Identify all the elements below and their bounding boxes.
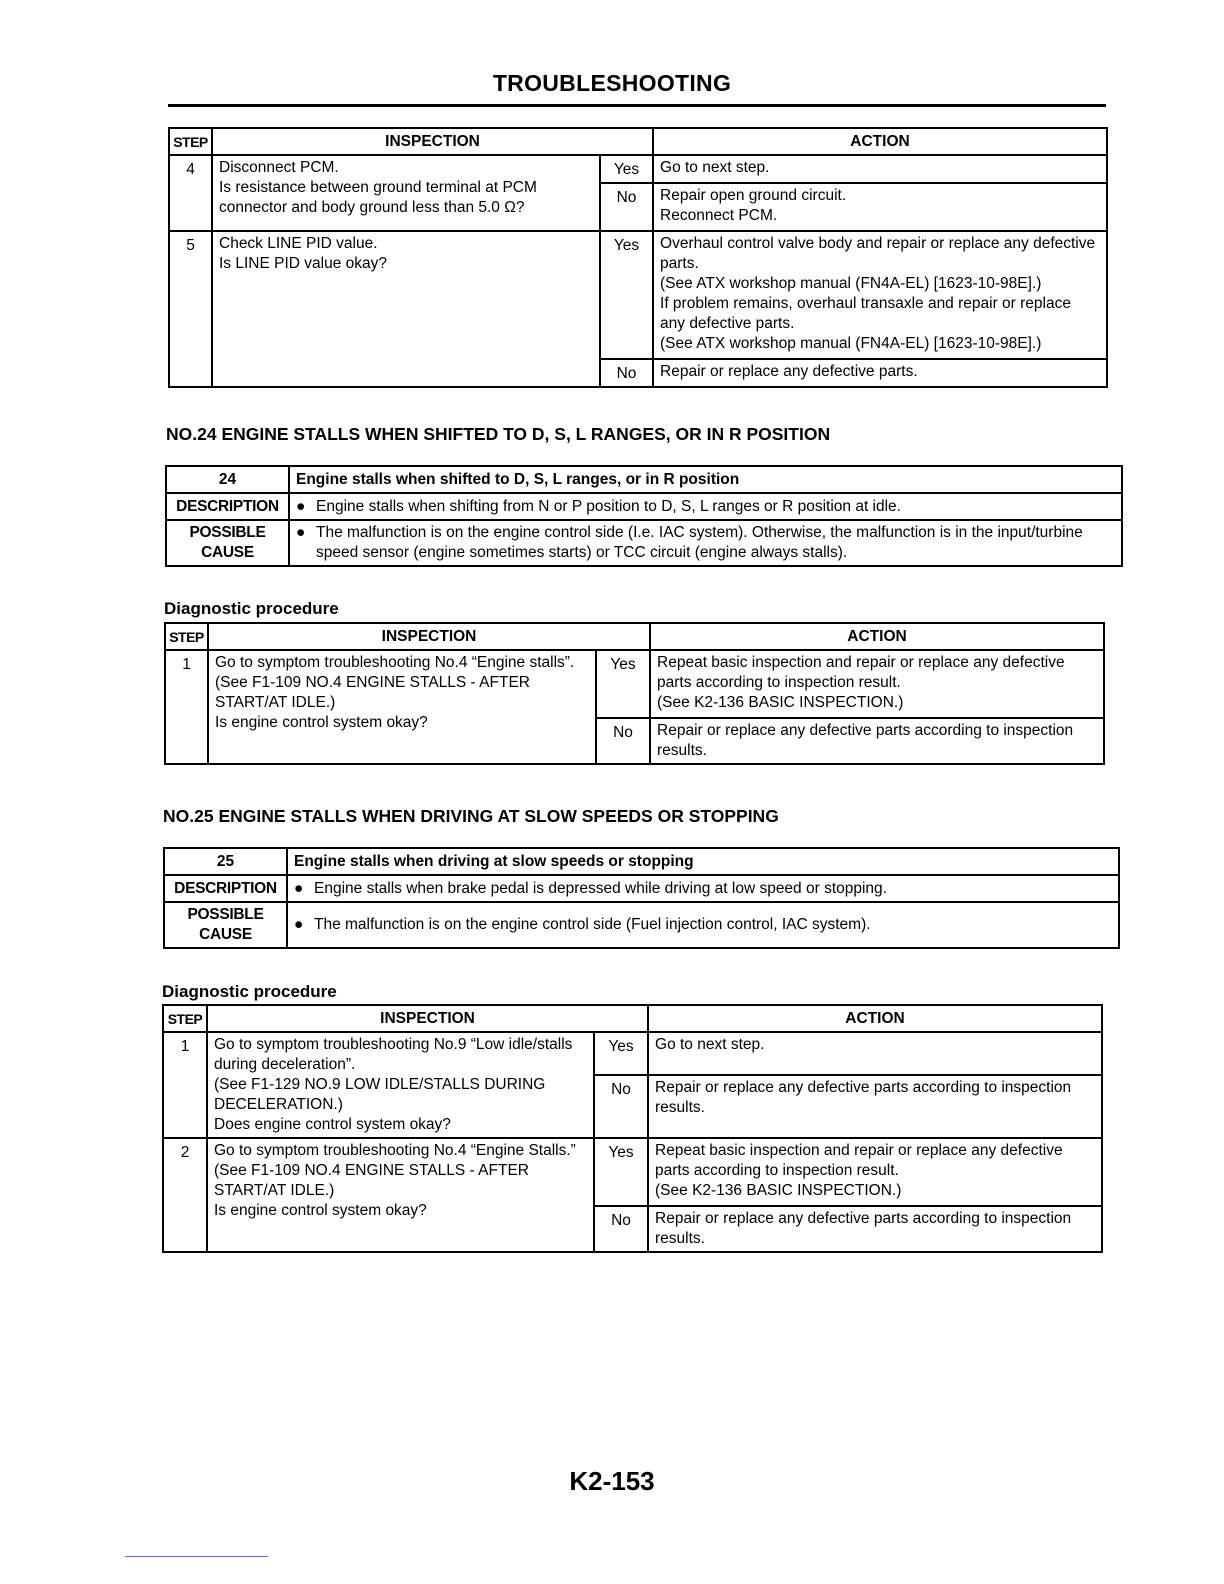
action-column-header: ACTION — [650, 623, 1104, 650]
page-title: TROUBLESHOOTING — [492, 70, 732, 96]
action-column-header: ACTION — [648, 1005, 1102, 1032]
step-number: 1 — [163, 1032, 207, 1138]
inspection-line: Is engine control system okay? — [215, 714, 428, 731]
step-number: 1 — [165, 650, 208, 764]
no-action-cell — [650, 718, 1104, 764]
symptom-name: Engine stalls when shifted to D, S, L ranges, or in R position — [289, 466, 1122, 493]
symptom-number: 24 — [166, 466, 289, 493]
step-number: 4 — [169, 155, 212, 231]
yes-action-cell — [648, 1138, 1102, 1206]
inspection-line: Check LINE PID value. — [219, 235, 378, 252]
description-text: Engine stalls when brake pedal is depressed while driving at low speed or stopping. — [314, 879, 887, 897]
description-cell — [289, 493, 1122, 520]
inspection-line: Is resistance between ground terminal at PCM connector and body ground less than 5.0 Ω? — [219, 179, 537, 216]
inspection-line: (See F1-129 NO.9 LOW IDLE/STALLS DURING DECELERATION.) — [214, 1076, 546, 1113]
possible-cause-label — [164, 902, 287, 948]
inspection-line: (See F1-109 NO.4 ENGINE STALLS - AFTER START/AT IDLE.) — [214, 1162, 529, 1199]
cause-cell — [289, 520, 1122, 566]
bullet-icon: ● — [294, 916, 304, 933]
diagnostic-table-24 — [164, 622, 1105, 765]
action-line: (See K2-136 BASIC INSPECTION.) — [655, 1182, 902, 1199]
yes-label: Yes — [594, 1138, 648, 1206]
inspection-cell — [212, 155, 600, 231]
no-label: No — [596, 718, 650, 764]
action-line: If problem remains, overhaul transaxle and repair or replace any defective parts. — [660, 295, 1071, 332]
table-row — [169, 231, 1107, 359]
diagnostic-table-continued — [168, 127, 1108, 388]
section-24-title: NO.24 ENGINE STALLS WHEN SHIFTED TO D, S, L RANGES, OR IN R POSITION — [166, 424, 831, 444]
possible-cause-label — [166, 520, 289, 566]
diagnostic-procedure-title: Diagnostic procedure — [164, 599, 339, 618]
action-line: Repair or replace any defective parts according to inspection results. — [655, 1079, 1072, 1116]
cause-row — [166, 520, 1122, 566]
no-label: No — [594, 1206, 648, 1252]
step-column-header: STEP — [169, 128, 212, 155]
table-row — [163, 1138, 1102, 1206]
description-label: DESCRIPTION — [164, 875, 287, 902]
symptom-24-table — [165, 465, 1123, 567]
inspection-line: Is engine control system okay? — [214, 1202, 427, 1219]
symptom-number: 25 — [164, 848, 287, 875]
action-line: Repair or replace any defective parts according to inspection results. — [655, 1210, 1072, 1247]
inspection-cell — [207, 1138, 594, 1252]
step-column-header: STEP — [165, 623, 208, 650]
action-line: Repeat basic inspection and repair or replace any defective parts according to inspection result. — [655, 1142, 1063, 1179]
no-label: No — [600, 183, 653, 231]
symptom-header-row — [166, 466, 1122, 493]
symptom-header-row — [164, 848, 1119, 875]
footer-rule — [125, 1556, 268, 1557]
no-action-cell — [653, 359, 1107, 387]
bullet-icon: ● — [296, 524, 306, 541]
action-line: Repair or replace any defective parts. — [660, 363, 918, 380]
cause-row — [164, 902, 1119, 948]
action-line: Go to next step. — [660, 159, 770, 176]
symptom-name: Engine stalls when driving at slow speeds or stopping — [287, 848, 1119, 875]
cause-label-line: POSSIBLE — [187, 906, 264, 923]
yes-action-cell — [653, 231, 1107, 359]
table-header-row — [165, 623, 1104, 650]
table-header-row — [169, 128, 1107, 155]
yes-action-cell — [650, 650, 1104, 718]
action-line: (See K2-136 BASIC INSPECTION.) — [657, 694, 904, 711]
action-line: (See ATX workshop manual (FN4A-EL) [1623-10-98E].) — [660, 275, 1042, 292]
table-header-row — [163, 1005, 1102, 1032]
description-row — [166, 493, 1122, 520]
section-25-title: NO.25 ENGINE STALLS WHEN DRIVING AT SLOW SPEEDS OR STOPPING — [163, 806, 779, 826]
action-column-header: ACTION — [653, 128, 1107, 155]
cause-cell — [287, 902, 1119, 948]
cause-text: The malfunction is on the engine control side (Fuel injection control, IAC system). — [314, 916, 871, 933]
description-cell — [287, 875, 1119, 902]
step-number: 5 — [169, 231, 212, 387]
yes-label: Yes — [594, 1032, 648, 1075]
table-row — [163, 1032, 1102, 1075]
step-column-header: STEP — [163, 1005, 207, 1032]
action-line: Overhaul control valve body and repair or replace any defective parts. — [660, 235, 1096, 272]
cause-text: The malfunction is on the engine control side (I.e. IAC system). Otherwise, the malfunction is in the input/turbine speed sensor (engine sometimes starts) or TCC circuit (engine always stalls). — [316, 524, 1083, 561]
yes-action-cell — [653, 155, 1107, 183]
description-text: Engine stalls when shifting from N or P position to D, S, L ranges or R position at idle. — [316, 497, 901, 515]
diagnostic-procedure-title: Diagnostic procedure — [162, 982, 337, 1001]
no-action-cell — [648, 1075, 1102, 1138]
cause-label-line: CAUSE — [201, 544, 254, 561]
action-line: Reconnect PCM. — [660, 207, 778, 224]
cause-label-line: CAUSE — [199, 926, 252, 943]
symptom-25-table — [163, 847, 1120, 949]
table-row — [165, 650, 1104, 718]
inspection-cell — [208, 650, 596, 764]
table-row — [169, 155, 1107, 183]
inspection-column-header: INSPECTION — [207, 1005, 648, 1032]
description-row — [164, 875, 1119, 902]
inspection-line: Go to symptom troubleshooting No.4 “Engine stalls”. — [215, 654, 575, 671]
action-line: Repeat basic inspection and repair or replace any defective parts according to inspection result. — [657, 654, 1065, 691]
description-label: DESCRIPTION — [166, 493, 289, 520]
action-line: (See ATX workshop manual (FN4A-EL) [1623-10-98E].) — [660, 335, 1042, 352]
diagnostic-table-25 — [162, 1004, 1103, 1253]
cause-label-line: POSSIBLE — [189, 524, 266, 541]
inspection-line: Is LINE PID value okay? — [219, 255, 387, 272]
inspection-line: Disconnect PCM. — [219, 159, 339, 176]
bullet-icon: ● — [294, 879, 304, 897]
no-action-cell — [648, 1206, 1102, 1252]
inspection-line: Go to symptom troubleshooting No.9 “Low idle/stalls during deceleration”. — [214, 1036, 573, 1073]
yes-label: Yes — [596, 650, 650, 718]
bullet-icon: ● — [296, 497, 306, 515]
inspection-line: Go to symptom troubleshooting No.4 “Engine Stalls.” — [214, 1142, 576, 1159]
no-label: No — [600, 359, 653, 387]
header-rule — [168, 104, 1106, 107]
action-line: Go to next step. — [655, 1036, 765, 1053]
inspection-column-header: INSPECTION — [208, 623, 650, 650]
inspection-line: Does engine control system okay? — [214, 1116, 451, 1133]
action-line: Repair open ground circuit. — [660, 187, 847, 204]
inspection-line: (See F1-109 NO.4 ENGINE STALLS - AFTER START/AT IDLE.) — [215, 674, 530, 711]
page-number: K2-153 — [569, 1466, 655, 1496]
action-line: Repair or replace any defective parts according to inspection results. — [657, 722, 1074, 759]
yes-label: Yes — [600, 155, 653, 183]
no-label: No — [594, 1075, 648, 1138]
page-header — [0, 70, 1224, 97]
yes-label: Yes — [600, 231, 653, 359]
yes-action-cell — [648, 1032, 1102, 1075]
no-action-cell — [653, 183, 1107, 231]
inspection-column-header: INSPECTION — [212, 128, 653, 155]
inspection-cell — [212, 231, 600, 387]
step-number: 2 — [163, 1138, 207, 1252]
inspection-cell — [207, 1032, 594, 1138]
